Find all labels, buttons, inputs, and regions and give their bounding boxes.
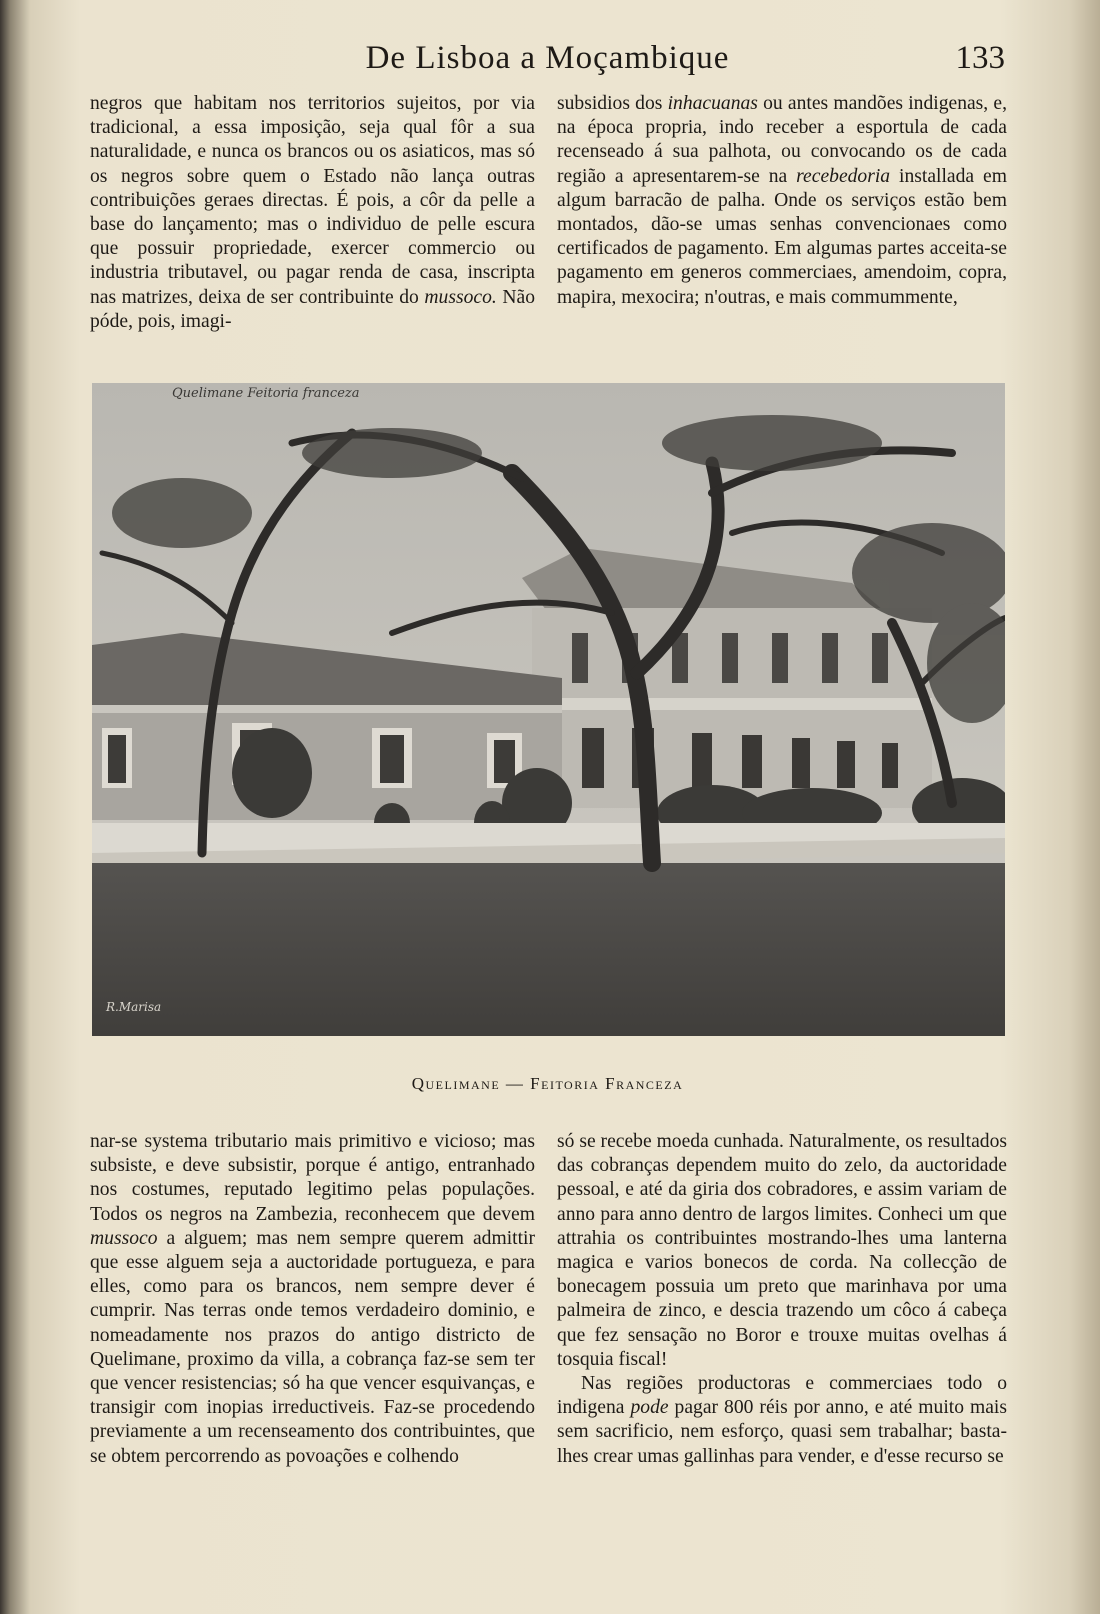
- paragraph: só se recebe moeda cunhada. Naturalmente, os resultados das cobranças dependem muito do zelo, da auctoridade pessoal, e até da giria dos cobradores, e assim variam de anno para anno dentro de largos limites. Conheci um que attrahia os contribuintes mostrando-lhes uma lanterna magica e varios bonecos de corda. Na collecção de bonecagem possuia um preto que marinhava por uma palmeira de zinco, e descia trazendo um côco á cabeça que fez sensação no Boror e trouxe muitas ovelhas á tosquia fiscal!: [557, 1131, 1007, 1370]
- photo-caption: Quelimane — Feitoria Franceza: [411, 1074, 684, 1093]
- text-run: Nas regiões productoras e commerciaes todo o indigena: [557, 1373, 1007, 1419]
- paragraph: [557, 92, 1007, 310]
- handwritten-note-text: Quelimane Feitoria franceza: [172, 386, 360, 401]
- text-column-bottom-left: [90, 1130, 535, 1469]
- paragraph: [557, 1372, 1007, 1469]
- running-header: [90, 40, 1005, 84]
- lawn: [92, 863, 1005, 1036]
- italic-term: mussoco: [90, 1227, 158, 1249]
- italic-term: pode: [630, 1397, 669, 1419]
- text-column-bottom-right: [557, 1130, 1007, 1469]
- text-run: pagar 800 réis por anno, e até muito mais sem sacrificio, nem esforço, quasi sem trabalhar; basta-lhes crear umas gallinhas para vender, e d'esse recurso se: [557, 1397, 1007, 1467]
- text-run: ou antes mandões indigenas, e, na época propria, indo receber a esportula de cada recenseado á sua palhota, ou convocando os de cada região a apresentarem-se na: [557, 93, 1007, 187]
- text-run: subsidios dos: [557, 93, 668, 114]
- italic-term: mussoco.: [424, 286, 497, 308]
- text-run: Não póde, pois, imagi-: [90, 286, 536, 332]
- photograph: [92, 383, 1005, 1036]
- photo-handwritten-note: [172, 386, 360, 401]
- photo-illustration: [92, 383, 1005, 1036]
- text-run: installada em algum barracão de palha. Onde os serviços estão bem montados, dão-se umas senhas convencionaes como certificados de pagamento. Em algumas partes acceita-se pagamento em generos commerciaes, amendoim, copra, mapira, mexocira; n'outras, e mais commummente,: [557, 165, 1007, 308]
- text-run: negros que habitam nos territorios sujeitos, por via tradicional, a essa imposição, seja qual fôr a sua naturalidade, e nunca os brancos ou os asiaticos, mas só os negros sobre quem o Estado não lança outras contribuições geraes directas. É pois, a côr da pelle a base do lançamento; mas o individuo de pelle escura que possuir propriedade, exercer commercio ou industria tributavel, ou pagar renda de casa, inscripta nas matrizes, deixa de ser contribuinte do: [90, 93, 535, 308]
- text-column-top-right: [557, 92, 1007, 310]
- text-run: nar-se systema tributario mais primitivo e vicioso; mas subsiste, e deve subsistir, porque é antigo, entranhado nos costumes, reputado legitimo pelas populações. Todos os negros na Zambezia, reconhecem que devem: [90, 1131, 535, 1225]
- running-title: De Lisboa a Moçambique: [365, 40, 730, 76]
- paragraph: [90, 1130, 535, 1469]
- paragraph: [90, 92, 535, 334]
- photo-signature: R.Marisa: [106, 1000, 162, 1014]
- italic-term: inhacuanas: [667, 93, 758, 114]
- italic-term: recebedoria: [796, 165, 891, 187]
- text-column-top-left: [90, 92, 535, 334]
- page-number: 133: [955, 40, 1005, 76]
- text-run: a alguem; mas nem sempre querem admittir que esse alguem seja a auctoridade portugueza, e para elles, como para os brancos, nem sempre dever é cumprir. Nas terras onde temos verdadeiro dominio, e nomeadamente nos prazos do antigo districto de Quelimane, proximo da villa, a cobrança faz-se sem ter que vencer resistencias; só ha que vencer esquivanças, e transigir com inopias irreductiveis. Faz-se procedendo previamente a um recenseamento dos contribuintes, que se obtem percorrendo as povoações e colhendo: [90, 1227, 535, 1467]
